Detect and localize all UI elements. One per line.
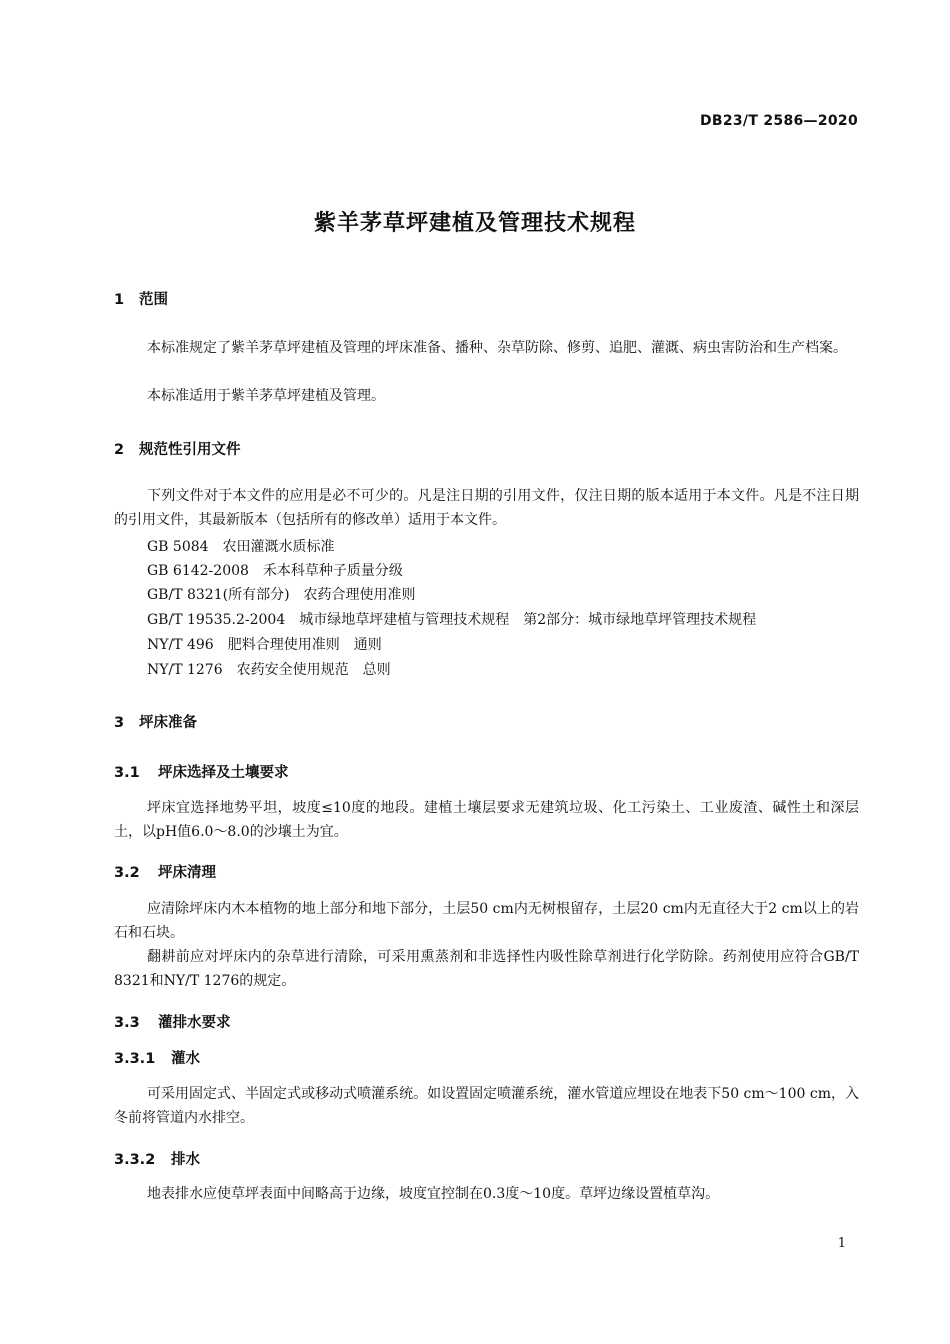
section-3-3-heading — [114, 1011, 231, 1032]
section-3-1-paragraph: 坪床宜选择地势平坦，坡度≤10度的地段。建植土壤层要求无建筑垃圾、化工污染土、工业废渣、碱性土和深层土，以pH值6.0～8.0的沙壤土为宜。 — [114, 800, 859, 840]
reference-item: GB 5084 农田灌溉水质标准 — [147, 539, 335, 555]
section-number: 3.3.1 — [114, 1051, 156, 1067]
section-3-3-2-heading — [114, 1148, 200, 1169]
section-3-2-paragraph-2: 翻耕前应对坪床内的杂草进行清除，可采用熏蒸剂和非选择性内吸性除草剂进行化学防除。药剂使用应符合GB/T 8321和NY/T 1276的规定。 — [114, 949, 859, 989]
reference-item: GB/T 8321(所有部分) 农药合理使用准则 — [147, 587, 416, 603]
section-2-intro: 下列文件对于本文件的应用是必不可少的。凡是注日期的引用文件，仅注日期的版本适用于本文件。凡是不注日期的引用文件，其最新版本（包括所有的修改单）适用于本文件。 — [114, 488, 859, 528]
reference-item: GB/T 19535.2-2004 城市绿地草坪建植与管理技术规程 第2部分：城市绿地草坪管理技术规程 — [147, 612, 757, 628]
document-code: DB23/T 2586—2020 — [699, 113, 858, 129]
section-number: 1 — [114, 292, 125, 308]
section-number: 3.3.2 — [114, 1152, 156, 1168]
reference-item: GB 6142-2008 禾本科草种子质量分级 — [147, 563, 403, 579]
section-1-paragraph-1: 本标准规定了紫羊茅草坪建植及管理的坪床准备、播种、杂草防除、修剪、追肥、灌溉、病虫害防治和生产档案。 — [147, 340, 847, 356]
page-number: 1 — [837, 1236, 846, 1251]
section-2-heading — [114, 438, 241, 459]
section-1-heading — [114, 288, 168, 309]
section-3-1-heading — [114, 761, 289, 782]
section-3-heading — [114, 711, 197, 732]
section-title: 坪床准备 — [139, 715, 197, 731]
section-title: 灌排水要求 — [158, 1015, 231, 1031]
section-number: 3 — [114, 715, 125, 731]
section-3-2-paragraph-1: 应清除坪床内木本植物的地上部分和地下部分，土层50 cm内无树根留存，土层20 cm内无直径大于2 cm以上的岩石和石块。 — [114, 901, 859, 941]
document-title: 紫羊茅草坪建植及管理技术规程 — [313, 211, 636, 236]
section-title: 规范性引用文件 — [139, 442, 241, 458]
section-3-3-1-paragraph: 可采用固定式、半固定式或移动式喷灌系统。如设置固定喷灌系统，灌水管道应埋设在地表下50 cm～100 cm，入冬前将管道内水排空。 — [114, 1086, 859, 1126]
reference-item: NY/T 1276 农药安全使用规范 总则 — [147, 662, 391, 678]
section-title: 灌水 — [171, 1051, 200, 1067]
reference-item: NY/T 496 肥料合理使用准则 通则 — [147, 637, 382, 653]
section-number: 2 — [114, 442, 125, 458]
section-title: 排水 — [171, 1152, 200, 1168]
section-title: 范围 — [139, 292, 168, 308]
section-title: 坪床清理 — [158, 865, 216, 881]
section-1-paragraph-2: 本标准适用于紫羊茅草坪建植及管理。 — [147, 388, 385, 404]
section-3-3-2-paragraph: 地表排水应使草坪表面中间略高于边缘，坡度宜控制在0.3度～10度。草坪边缘设置植草沟。 — [147, 1186, 720, 1202]
section-3-3-1-heading — [114, 1047, 200, 1068]
section-number: 3.2 — [114, 865, 140, 881]
section-3-2-heading — [114, 861, 216, 882]
section-number: 3.3 — [114, 1015, 140, 1031]
section-number: 3.1 — [114, 765, 140, 781]
section-title: 坪床选择及土壤要求 — [158, 765, 289, 781]
